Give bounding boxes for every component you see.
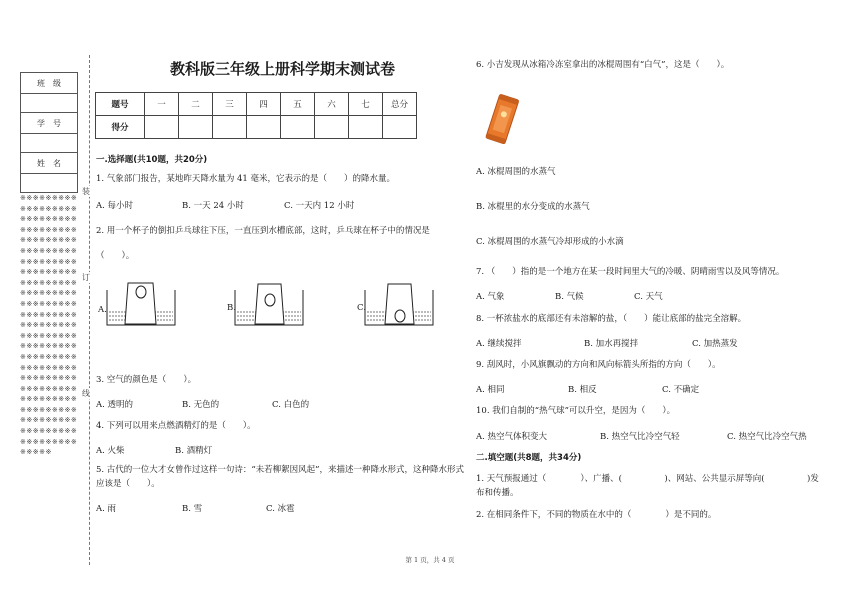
q1-option-b[interactable]: B. 一天 24 小时 bbox=[182, 201, 244, 211]
score-cell[interactable] bbox=[179, 116, 213, 139]
question-3: 3. 空气的颜色是（ ）。 bbox=[96, 375, 197, 385]
q5-option-b[interactable]: B. 雪 bbox=[182, 504, 203, 514]
q9-option-c[interactable]: C. 不确定 bbox=[662, 385, 700, 395]
score-header-cell: 题号 bbox=[96, 93, 145, 116]
score-header-cell: 三 bbox=[213, 93, 247, 116]
page-title: 教科版三年级上册科学期末测试卷 bbox=[169, 60, 395, 78]
q2-option-b[interactable]: B. bbox=[227, 303, 236, 313]
q2-diagram-c bbox=[365, 284, 433, 325]
fill-question-2: 2. 在相同条件下，不同的物质在水中的（ ）是不同的。 bbox=[476, 510, 717, 520]
score-cell[interactable] bbox=[213, 116, 247, 139]
q4-option-a[interactable]: A. 火柴 bbox=[96, 446, 125, 456]
question-10: 10. 我们自制的“热气球”可以升空，是因为（ ）。 bbox=[476, 406, 676, 416]
q9-option-b[interactable]: B. 相反 bbox=[568, 385, 597, 395]
score-cell[interactable] bbox=[281, 116, 315, 139]
score-table bbox=[95, 92, 417, 139]
binding-char-zhuang: 装 bbox=[82, 187, 90, 196]
student-info-table bbox=[20, 72, 78, 193]
question-5: 5. 古代的一位大才女曾作过这样一句诗：“未若柳絮因风起”，来描述一种降水形式，这种降水形式应该是（ ）。 bbox=[96, 465, 465, 489]
q8-option-a[interactable]: A. 继续搅拌 bbox=[476, 339, 522, 349]
q2-option-a[interactable]: A. bbox=[98, 305, 107, 315]
binding-char-xian: 线 bbox=[82, 389, 90, 398]
q6-option-c[interactable]: C. 冰棍周围的水蒸气冷却形成的小水滴 bbox=[476, 237, 624, 247]
question-6: 6. 小吉发现从冰箱冷冻室拿出的冰棍周围有“白气”，这是（ ）。 bbox=[476, 60, 730, 70]
q9-option-a[interactable]: A. 相同 bbox=[476, 385, 505, 395]
q2-diagram-a bbox=[107, 283, 175, 325]
section-heading-choice: 一.选择题(共10题，共20分) bbox=[96, 155, 208, 165]
binding-dashed-line bbox=[89, 55, 90, 565]
question-8: 8. 一杯浓盐水的底部还有未溶解的盐，（ ）能让底部的盐完全溶解。 bbox=[476, 314, 747, 324]
q8-option-c[interactable]: C. 加热蒸发 bbox=[692, 339, 738, 349]
question-7: 7. （ ）指的是一个地方在某一段时间里大气的冷暖、阴晴雨雪以及风等情况。 bbox=[476, 267, 785, 277]
name-field[interactable] bbox=[21, 174, 78, 193]
question-4: 4. 下列可以用来点燃酒精灯的是（ ）。 bbox=[96, 421, 256, 431]
q1-option-a[interactable]: A. 每小时 bbox=[96, 201, 134, 211]
name-label: 姓 名 bbox=[21, 153, 78, 174]
q2-option-c[interactable]: C. bbox=[357, 303, 366, 313]
q7-option-a[interactable]: A. 气象 bbox=[476, 292, 505, 302]
q3-option-a[interactable]: A. 透明的 bbox=[96, 400, 134, 410]
class-field[interactable] bbox=[21, 94, 78, 113]
student-id-field[interactable] bbox=[21, 134, 78, 153]
q1-option-c[interactable]: C. 一天内 12 小时 bbox=[284, 201, 355, 211]
q7-option-c[interactable]: C. 天气 bbox=[634, 292, 663, 302]
binding-char-ding: 订 bbox=[82, 273, 90, 282]
score-header-cell: 二 bbox=[179, 93, 213, 116]
q8-option-b[interactable]: B. 加水再搅拌 bbox=[584, 339, 639, 349]
score-cell[interactable] bbox=[247, 116, 281, 139]
q3-option-b[interactable]: B. 无色的 bbox=[182, 400, 220, 410]
class-label: 班 级 bbox=[21, 73, 78, 94]
q2-cup-diagrams bbox=[95, 280, 435, 330]
score-cell[interactable] bbox=[383, 116, 417, 139]
score-row-label: 得分 bbox=[96, 116, 145, 139]
score-header-cell: 总分 bbox=[383, 93, 417, 116]
score-header-cell: 一 bbox=[145, 93, 179, 116]
score-header-cell: 六 bbox=[315, 93, 349, 116]
score-cell[interactable] bbox=[349, 116, 383, 139]
score-header-cell: 五 bbox=[281, 93, 315, 116]
page-footer: 第 1 页，共 4 页 bbox=[405, 556, 455, 564]
score-header-cell: 四 bbox=[247, 93, 281, 116]
score-cell[interactable] bbox=[145, 116, 179, 139]
q5-option-c[interactable]: C. 冰雹 bbox=[266, 504, 295, 514]
q6-option-a[interactable]: A. 冰棍周围的水蒸气 bbox=[476, 167, 556, 177]
question-2: 2. 用一个杯子的倒扣乒乓球往下压，一直压到水槽底部，这时，乒乓球在杯子中的情况是（ ）。 bbox=[96, 226, 430, 261]
seal-pattern: ※※※※※※※※※※※※※※※※※※※※※※※※※※※※※※※※※※※※※※※※※※※※※※※※※※※※※※※※※※※※※※※※※※※※※※※※※※※※※※※※※※※※※※※※※※※※※※※※※※※※※※※※※※※※※※※※※※※※※※※※※※※※※※※※※※※※※※※※※※※※※※※※※※※※※※※※※※※※※※※※※※※※※※※※※※※※※※※※※※※※※※※※※※※※※※※※※※※※※※※※※※※※※※※※※※※※※※※※※※※※※ bbox=[20, 194, 78, 457]
question-9: 9. 刮风时，小风旗飘动的方向和风向标箭头所指的方向（ ）。 bbox=[476, 360, 721, 370]
q4-option-b[interactable]: B. 酒精灯 bbox=[175, 446, 213, 456]
q3-option-c[interactable]: C. 白色的 bbox=[272, 400, 310, 410]
question-1: 1. 气象部门报告，某地昨天降水量为 41 毫米，它表示的是（ ）的降水量。 bbox=[96, 174, 396, 184]
q6-option-b[interactable]: B. 冰棍里的水分变成的水蒸气 bbox=[476, 202, 590, 212]
q2-diagram-b bbox=[235, 284, 303, 325]
score-header-cell: 七 bbox=[349, 93, 383, 116]
score-cell[interactable] bbox=[315, 116, 349, 139]
q7-option-b[interactable]: B. 气候 bbox=[555, 292, 584, 302]
q10-option-c[interactable]: C. 热空气比冷空气热 bbox=[727, 432, 807, 442]
q10-option-b[interactable]: B. 热空气比冷空气轻 bbox=[600, 432, 680, 442]
fill-question-1: 1. 天气预报通过（ ）、广播、( )、网站、公共显示屏等向( )发布和传播。 bbox=[476, 474, 819, 498]
ice-pop-image bbox=[482, 94, 522, 146]
q5-option-a[interactable]: A. 雨 bbox=[96, 504, 117, 514]
section-heading-fill: 二.填空题(共8题，共34分) bbox=[476, 453, 582, 463]
student-id-label: 学 号 bbox=[21, 113, 78, 134]
q10-option-a[interactable]: A. 热空气体积变大 bbox=[476, 432, 548, 442]
